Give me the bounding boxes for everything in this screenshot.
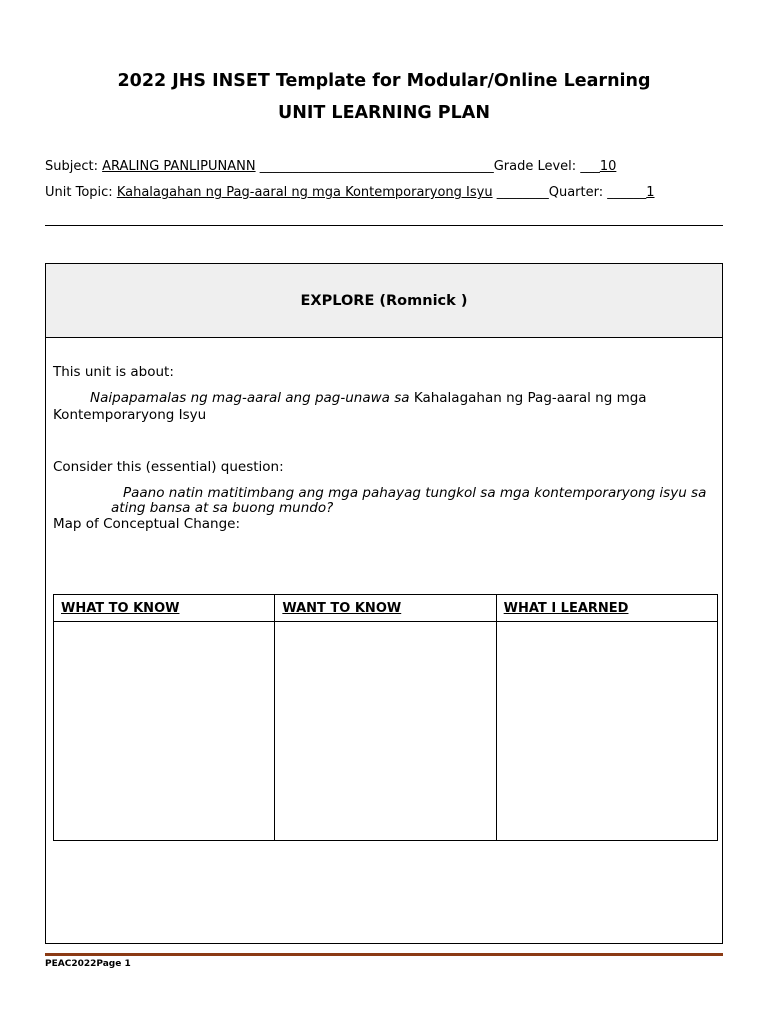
grade-blank: ___ (580, 159, 600, 174)
about-line2: Kontemporaryong Isyu (53, 407, 207, 423)
question-line2: ating bansa at sa buong mundo? (111, 500, 334, 516)
quarter-blank: ______ (607, 185, 647, 200)
kwl-entry-row (54, 622, 718, 841)
kwl-cell-what-to-know[interactable] (54, 622, 275, 841)
topic-blank: ________ (492, 185, 549, 200)
topic-value: Kahalagahan ng Pag-aaral ng mga Kontemporaryong Isyu (116, 185, 493, 200)
subject-line (45, 159, 616, 174)
map-label: Map of Conceptual Change: (53, 516, 241, 532)
subject-label: Subject: (45, 159, 103, 174)
kwl-cell-want-to-know[interactable] (275, 622, 496, 841)
grade-value: 10 (599, 159, 617, 174)
explore-section (45, 263, 723, 944)
topic-line (45, 185, 655, 200)
explore-heading: EXPLORE (Romnick ) (46, 264, 722, 338)
kwl-col-what-i-learned: WHAT I LEARNED (496, 595, 717, 622)
kwl-table (53, 594, 718, 841)
page-footer: PEAC2022Page 1 (45, 959, 131, 969)
kwl-cell-what-i-learned[interactable] (496, 622, 717, 841)
question-line1: Paano natin matitimbang ang mga pahayag tungkol sa mga kontemporaryong isyu sa (123, 485, 707, 501)
kwl-col-what-to-know: WHAT TO KNOW (54, 595, 275, 622)
quarter-label: Quarter: (548, 185, 608, 200)
about-label: This unit is about: (53, 364, 174, 380)
quarter-value: 1 (646, 185, 655, 200)
topic-label: Unit Topic: (45, 185, 117, 200)
question-label: Consider this (essential) question: (53, 459, 284, 475)
about-normal: Kahalagahan ng Pag-aaral ng mga (409, 390, 647, 406)
subject-blank: ____________________________________ (255, 159, 494, 174)
header-divider (45, 225, 723, 226)
kwl-col-want-to-know: WANT TO KNOW (275, 595, 496, 622)
footer-rule (45, 953, 723, 956)
document-title: 2022 JHS INSET Template for Modular/Online Learning (117, 71, 651, 91)
about-italic: Naipapamalas ng mag-aaral ang pag-unawa sa (90, 390, 410, 406)
document-subtitle: UNIT LEARNING PLAN (278, 103, 490, 123)
grade-label: Grade Level: (493, 159, 581, 174)
about-text (90, 390, 647, 406)
subject-value: ARALING PANLIPUNANN (102, 159, 256, 174)
kwl-header-row (54, 595, 718, 622)
